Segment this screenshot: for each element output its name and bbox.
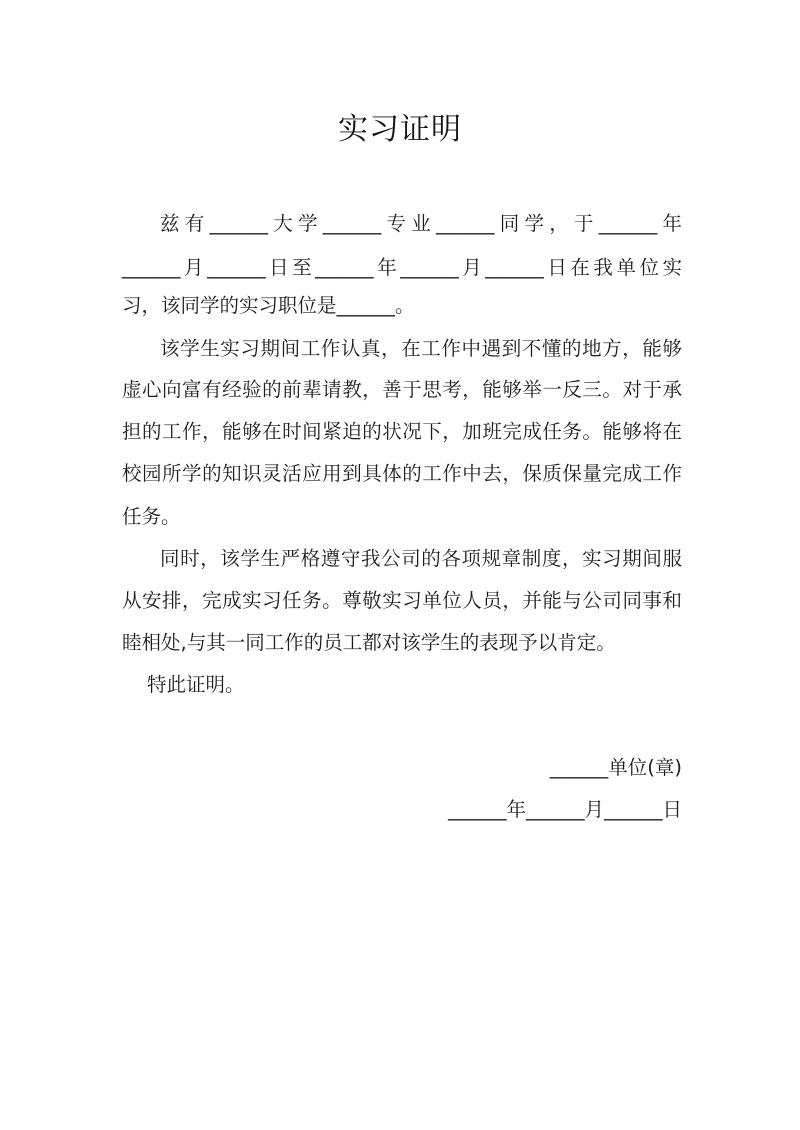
paragraph-line: 担的工作，能够在时间紧迫的状况下，加班完成任务。能够将在 xyxy=(122,420,682,443)
paragraph-line: 从安排，完成实习任务。尊敬实习单位人员，并能与公司同事和 xyxy=(122,589,682,612)
paragraph-line: 该学生实习期间工作认真，在工作中遇到不懂的地方，能够 xyxy=(160,337,682,360)
paragraph-line: 兹有______大学______专业______同学，于______年 xyxy=(160,212,682,235)
paragraph-line: ______月______日至______年______月______日在我单位实 xyxy=(122,256,682,279)
paragraph-line: 校园所学的知识灵活应用到具体的工作中去，保质保量完成工作 xyxy=(122,462,682,485)
signature-unit: ______单位(章) xyxy=(549,756,682,779)
paragraph-line: 睦相处,与其一同工作的员工都对该学生的表现予以肯定。 xyxy=(122,631,616,654)
closing-line: 特此证明。 xyxy=(147,673,245,696)
paragraph-line: 习，该同学的实习职位是______。 xyxy=(122,294,415,317)
document-title: 实习证明 xyxy=(338,112,462,147)
paragraph-line: 同时，该学生严格遵守我公司的各项规章制度，实习期间服 xyxy=(160,547,682,570)
paragraph-line: 虚心向富有经验的前辈请教，善于思考，能够举一反三。对于承 xyxy=(122,378,682,401)
paragraph-line: 任务。 xyxy=(122,505,181,528)
signature-date: ______年______月______日 xyxy=(447,798,682,821)
